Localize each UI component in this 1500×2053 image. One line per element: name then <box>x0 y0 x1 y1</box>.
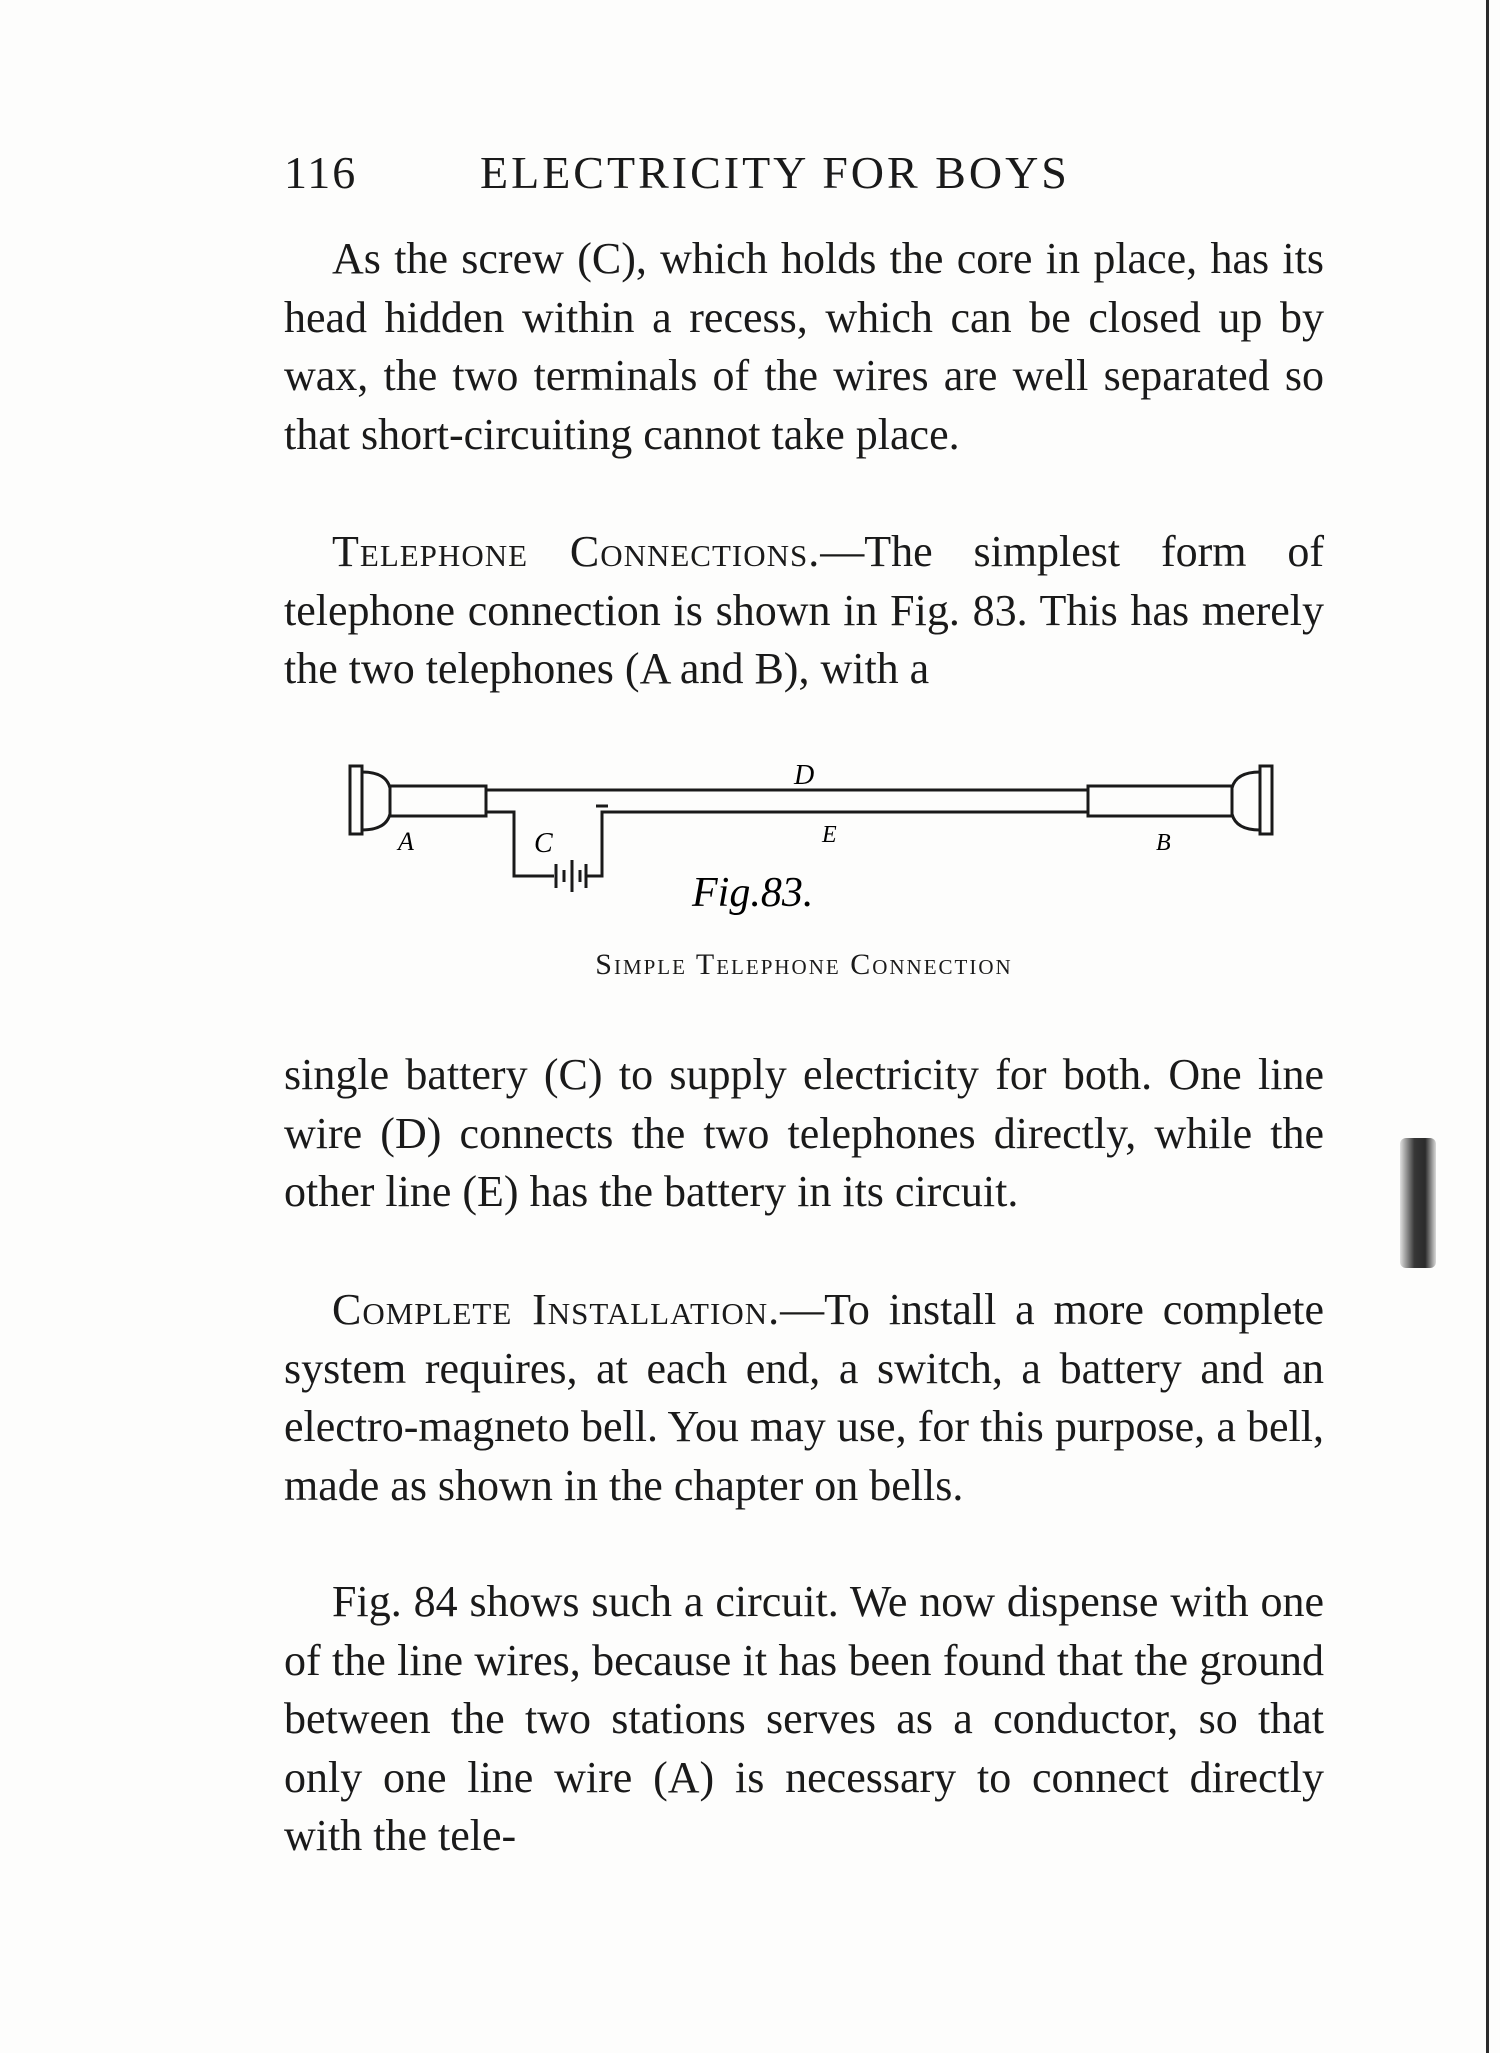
page-edge-line <box>1486 0 1489 2053</box>
binding-smudge <box>1400 1138 1436 1268</box>
paragraph-battery <box>284 1046 1324 1222</box>
label-a: A <box>398 827 414 856</box>
paragraph-text: Fig. 84 shows such a circuit. We now dispense with one of the line wires, because it has been found that the ground between the two stations serves as a conductor, so that only one line wire (A) is necessary to connect directly with the tele- <box>284 1577 1324 1860</box>
section-heading-complete-installation: Complete Installation. <box>332 1285 781 1334</box>
label-e: E <box>822 822 837 848</box>
label-c: C <box>534 828 553 859</box>
paragraph-text: —To install a more complete system requires, at each end, a switch, a battery and an electro-magneto bell. You may use, for this purpose, a bell, made as shown in the chapter on bells. <box>284 1285 1324 1510</box>
paragraph-screw <box>284 230 1324 464</box>
figure-label: Fig.83. <box>692 870 814 916</box>
figure-caption: Simple Telephone Connection <box>595 948 1013 981</box>
telephone-a-icon <box>350 766 498 834</box>
figure-83-diagram <box>336 748 1286 918</box>
paragraph-text: As the screw (C), which holds the core in place, has its head hidden within a recess, which can be closed up by wax, the two terminals of the wires are well separated so that short-circuiting cannot take place. <box>284 234 1324 459</box>
paragraph-telephone-connections <box>284 523 1324 699</box>
label-b: B <box>1156 830 1171 856</box>
telephone-b-icon <box>1088 766 1272 834</box>
running-title: ELECTRICITY FOR BOYS <box>480 147 1070 198</box>
label-d: D <box>794 760 815 791</box>
section-heading-telephone-connections: Telephone Connections. <box>332 527 821 576</box>
paragraph-text: single battery (C) to supply electricity for both. One line wire (D) connects the two telephones directly, while the other line (E) has the battery in its circuit. <box>284 1050 1324 1216</box>
paragraph-complete-installation <box>284 1281 1324 1515</box>
page-number: 116 <box>284 147 358 198</box>
paragraph-fig-84 <box>284 1573 1324 1866</box>
running-header <box>284 146 1324 206</box>
battery-c-icon <box>556 860 586 892</box>
paragraph-text: —The simplest form of telephone connection is shown in Fig. 83. This has merely the two telephones (A and B), with a <box>284 527 1324 693</box>
